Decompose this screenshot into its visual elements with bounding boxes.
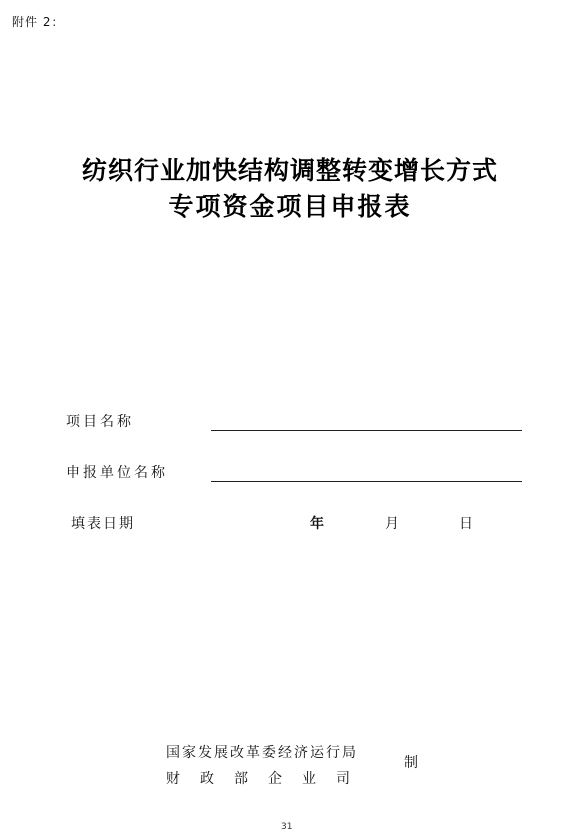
attachment-label: 附件 2：	[12, 15, 65, 29]
applicant-unit-row	[0, 462, 580, 486]
project-name-field[interactable]	[211, 430, 522, 431]
issued-by-label: 制	[404, 755, 418, 771]
title-line-2: 专项资金项目申报表	[168, 192, 412, 221]
title-line-1: 纺织行业加快结构调整转变增长方式	[81, 156, 498, 185]
applicant-unit-label: 申报单位名称	[66, 465, 168, 481]
month-label: 月	[385, 516, 399, 532]
year-label: 年	[310, 516, 324, 532]
issuer-block	[166, 740, 370, 792]
day-label: 日	[459, 516, 473, 532]
project-name-label: 项目名称	[66, 414, 134, 430]
document-title	[0, 152, 580, 224]
issuer-mof: 财政部企业司	[166, 771, 370, 787]
issuer-ndrc: 国家发展改革委经济运行局	[166, 745, 358, 761]
page-number: 31	[281, 822, 293, 831]
fill-date-row	[0, 513, 580, 537]
fill-date-label: 填表日期	[71, 516, 135, 532]
applicant-unit-field[interactable]	[211, 481, 522, 482]
project-name-row	[0, 411, 580, 435]
